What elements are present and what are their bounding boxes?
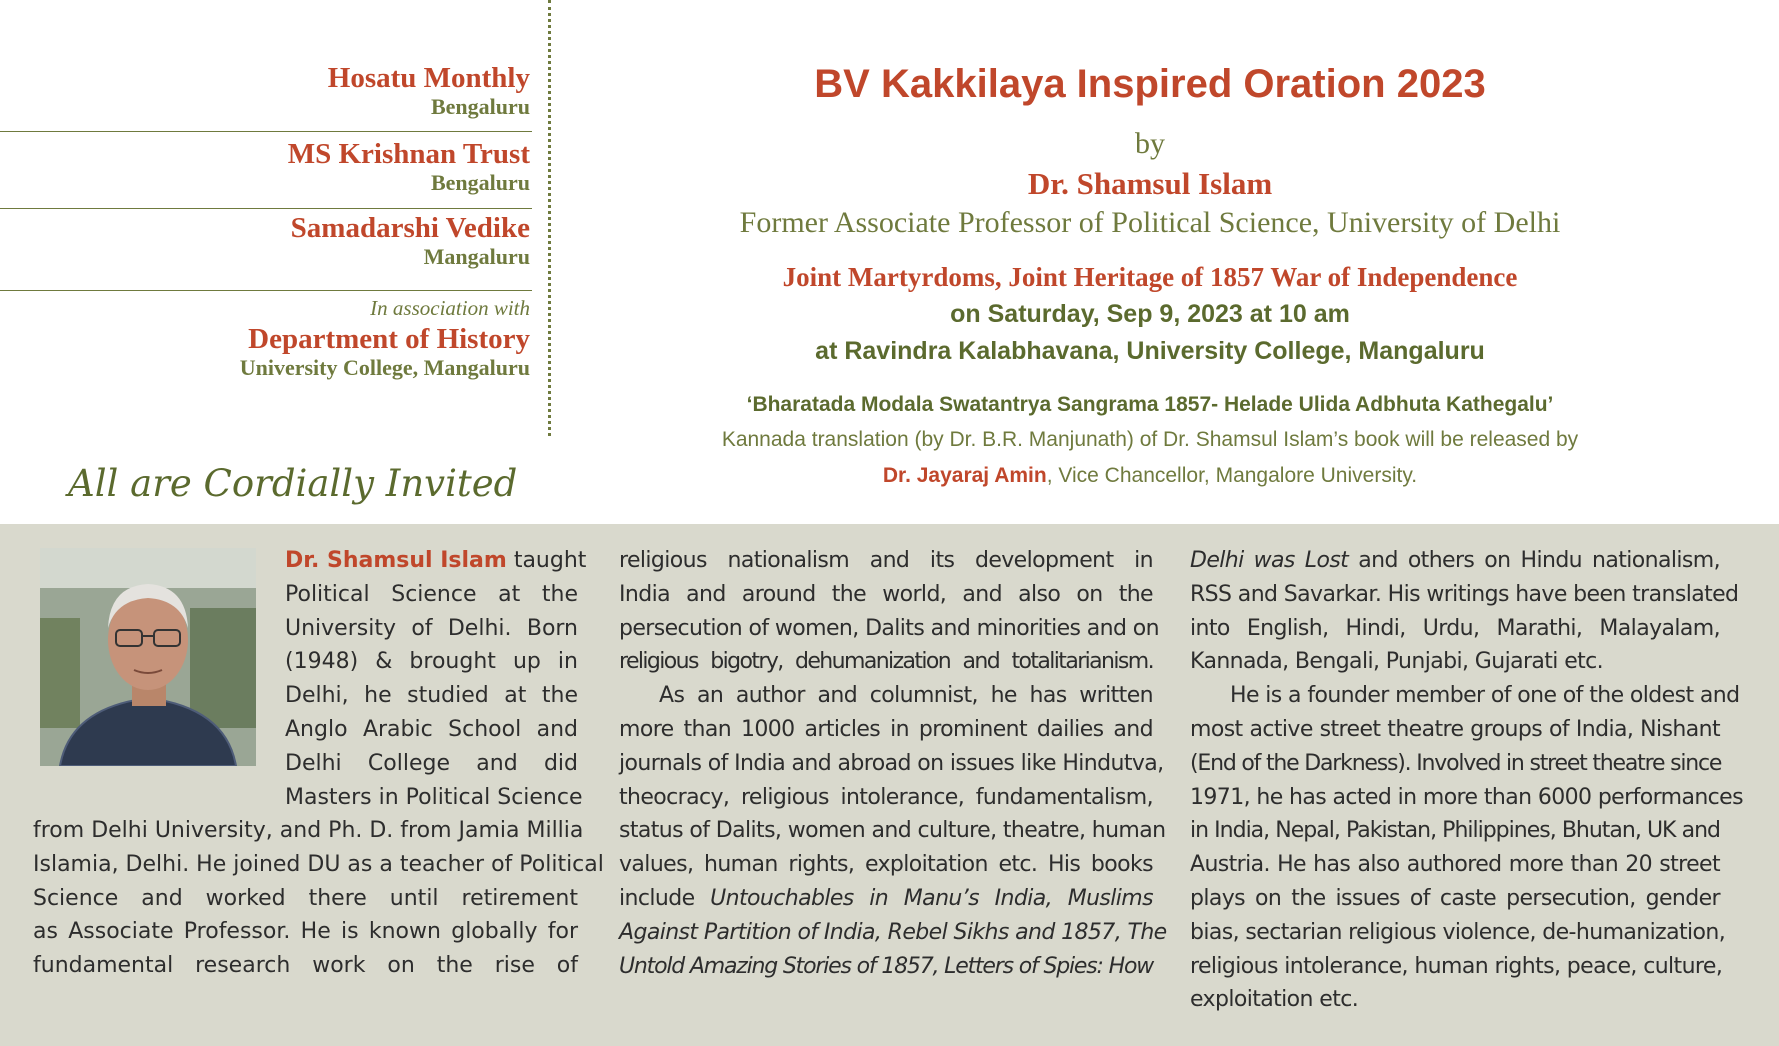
bio-line: religious intolerance, human rights, peace, culture, (1190, 953, 1723, 979)
bio-line: exploitation etc. (1190, 987, 1359, 1013)
organiser-city: Bengaluru (430, 170, 530, 195)
dotted-divider (548, 0, 551, 436)
bio-line: (End of the Darkness). Involved in street theatre since (1190, 750, 1722, 776)
divider (0, 208, 532, 209)
bio-line: more than 1000 articles in prominent dailies and (619, 716, 1153, 742)
bio-line: as Associate Professor. He is known globally for (33, 919, 578, 945)
bio-line: Kannada, Bengali, Punjabi, Gujarati etc. (1190, 649, 1604, 675)
bio-line: University of Delhi. Born (285, 615, 578, 641)
bio-line: in India, Nepal, Pakistan, Philippines, Bhutan, UK and (1190, 818, 1720, 844)
bio-line: plays on the issues of caste persecution, gender (1190, 885, 1720, 911)
association-place: University College, Mangaluru (239, 355, 530, 380)
bio-line: theocracy, religious intolerance, fundamentalism, (619, 784, 1153, 810)
bio-column-1-wide (33, 814, 604, 983)
bio-line: RSS and Savarkar. His writings have been translated (1190, 581, 1739, 607)
association-block (0, 296, 530, 381)
organiser-1 (0, 62, 530, 120)
invite-text: All are Cordially Invited (68, 462, 518, 505)
book-list: Against Partition of India, Rebel Sikhs and 1857, The (619, 919, 1167, 945)
book-list: Delhi was Lost (1190, 548, 1349, 573)
event-speaker-role: Former Associate Professor of Political Science, University of Delhi (739, 206, 1561, 239)
event-by: by (1135, 127, 1165, 160)
portrait-image (40, 548, 256, 766)
bio-speaker-name: Dr. Shamsul Islam (285, 548, 507, 573)
bio-line: bias, sectarian religious violence, de-humanization, (1190, 919, 1726, 945)
event-topic: Joint Martyrdoms, Joint Heritage of 1857 War of Independence (782, 262, 1518, 292)
releaser-role: , Vice Chancellor, Mangalore University. (1046, 464, 1418, 487)
bio-line: 1971, he has acted in more than 6000 performances (1190, 784, 1743, 810)
organiser-name: Samadarshi Vedike (290, 212, 530, 244)
bio-column-3 (1190, 544, 1743, 1017)
speaker-photo (40, 548, 256, 766)
event-speaker: Dr. Shamsul Islam (1027, 166, 1273, 201)
book-title: ‘Bharatada Modala Swatantrya Sangrama 1857- Helade Ulida Adbhuta Kathegalu’ (746, 393, 1554, 416)
bio-line: religious bigotry, dehumanization and totalitarianism. (619, 649, 1153, 675)
association-name: Department of History (248, 323, 530, 355)
release-note: Kannada translation (by Dr. B.R. Manjunath) of Dr. Shamsul Islam’s book will be released by (721, 428, 1579, 451)
bio-line: persecution of women, Dalits and minorities and on (619, 615, 1159, 641)
divider (0, 131, 532, 132)
bio-line: from Delhi University, and Ph. D. from Jamia Millia (33, 818, 584, 843)
bio-line: Masters in Political Science (285, 784, 583, 810)
organiser-name: MS Krishnan Trust (287, 138, 530, 170)
bio-line: most active street theatre groups of India, Nishant (1190, 716, 1720, 742)
bio-line: status of Dalits, women and culture, theatre, human (619, 818, 1166, 844)
bio-line: Political Science at the (285, 581, 578, 607)
bio-column-1 (285, 544, 587, 814)
organiser-2 (0, 138, 530, 196)
organiser-3 (0, 212, 530, 270)
divider (0, 290, 532, 291)
bio-column-2 (619, 544, 1167, 983)
bio-line: Anglo Arabic School and (285, 716, 578, 742)
bio-line (285, 544, 587, 578)
bio-line: journals of India and abroad on issues like Hindutva, (619, 750, 1164, 776)
bio-text: include (619, 885, 711, 911)
releaser-name: Dr. Jayaraj Amin (882, 464, 1047, 487)
book-list: Untold Amazing Stories of 1857, Letters of Spies: How (619, 953, 1153, 979)
releaser-line (590, 464, 1710, 488)
organiser-name: Hosatu Monthly (327, 62, 530, 94)
organiser-city: Mangaluru (423, 244, 530, 269)
book-list: Untouchables in Manu’s India, Muslims (710, 885, 1153, 911)
bio-line: religious nationalism and its development in (619, 548, 1153, 573)
organiser-city: Bengaluru (430, 94, 530, 119)
bio-line: Austria. He has also authored more than 20 street (1190, 852, 1720, 878)
bio-line (619, 882, 1153, 916)
bio-line: He is a founder member of one of the oldest and (1230, 683, 1740, 709)
event-date: on Saturday, Sep 9, 2023 at 10 am (950, 300, 1350, 328)
bio-line: (1948) & brought up in (285, 649, 578, 675)
bio-line: Science and worked there until retirement (33, 885, 578, 911)
bio-line: As an author and columnist, he has written (659, 683, 1153, 709)
bio-line: Islamia, Delhi. He joined DU as a teacher of Political (33, 851, 604, 877)
bio-line: Delhi College and did (285, 750, 578, 776)
bio-line: Delhi, he studied at the (285, 683, 578, 709)
event-venue: at Ravindra Kalabhavana, University College, Mangaluru (815, 337, 1485, 365)
association-label: In association with (370, 296, 530, 320)
event-title: BV Kakkilaya Inspired Oration 2023 (814, 62, 1486, 106)
bio-line (1190, 544, 1720, 578)
bio-text: and others on Hindu nationalism, (1348, 548, 1720, 573)
bio-line: into English, Hindi, Urdu, Marathi, Malayalam, (1190, 615, 1720, 641)
bio-text: taught (506, 548, 587, 573)
bio-line: fundamental research work on the rise of (33, 953, 578, 979)
bio-line: India and around the world, and also on the (619, 581, 1153, 607)
bio-line: values, human rights, exploitation etc. His books (619, 852, 1153, 878)
